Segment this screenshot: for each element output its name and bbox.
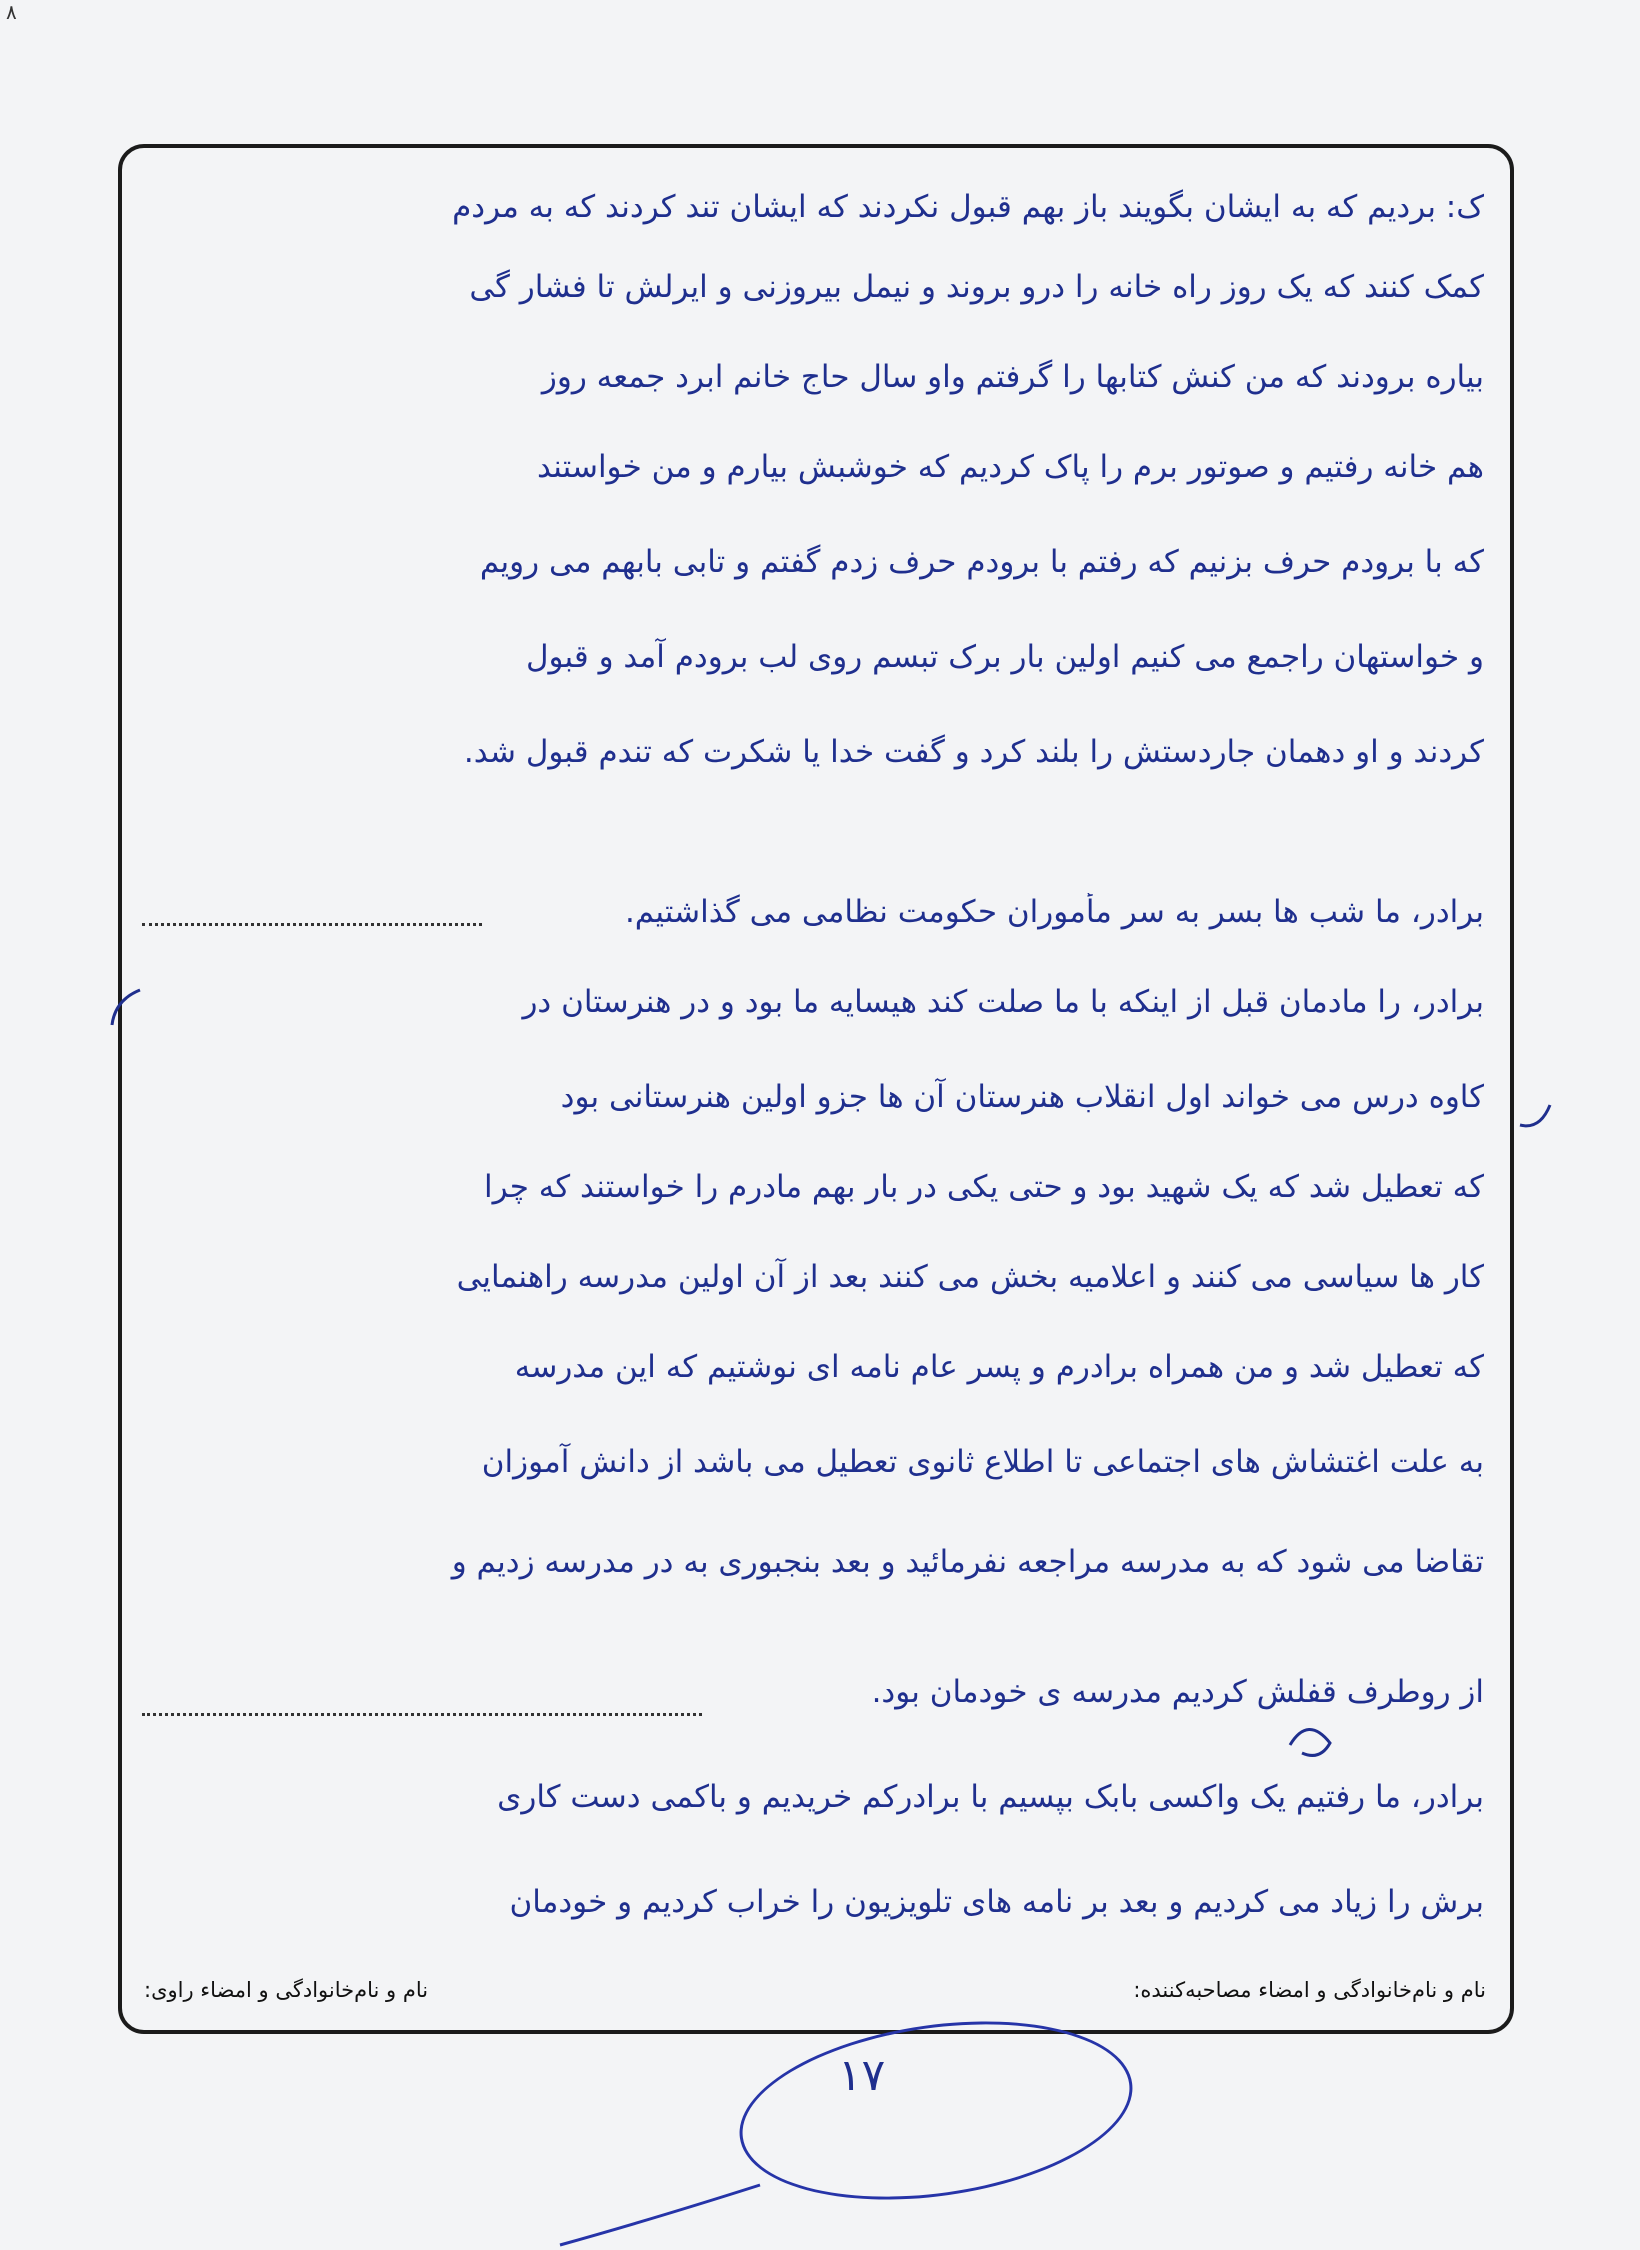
dotted-separator: [142, 923, 482, 926]
signature-row: [144, 1978, 1486, 2002]
handwritten-line: کردند و او دهمان جاردستش را بلند کرد و گفت خدا یا شکرت که تندم قبول شد.: [463, 734, 1484, 770]
dotted-separator: [142, 1713, 702, 1716]
handwritten-line: کار ها سیاسی می کنند و اعلامیه بخش می کنند بعد از آن اولین مدرسه راهنمایی: [456, 1259, 1484, 1295]
handwritten-line: که با برودم حرف بزنیم که رفتم با برودم حرف زدم گفتم و تابی بابهم می رویم: [479, 544, 1484, 580]
handwritten-line: برادر، را مادمان قبل از اینکه با ما صلت کند هیسایه ما بود و در هنرستان در: [522, 984, 1484, 1020]
handwritten-line: برادر، ما شب ها بسر به سر مأموران حکومت نظامی می گذاشتیم.: [624, 894, 1484, 930]
tail-stroke: [560, 2185, 760, 2245]
handwritten-line: ک: بردیم که به ایشان بگویند باز بهم قبول نکردند که ایشان تند کردند که به مردم: [452, 189, 1484, 225]
form-frame: [118, 144, 1514, 2034]
handwritten-line: کمک کنند که یک روز راه خانه را درو بروند و نیمل بیروزنی و ایرلش تا فشار گی: [469, 269, 1484, 305]
narrator-signature-label: نام و نام‌خانوادگی و امضاء راوی:: [144, 1978, 429, 2002]
handwritten-text-block: [122, 148, 1510, 2030]
handwritten-line: کاوه درس می خواند اول انقلاب هنرستان آن ها جزو اولین هنرستانی بود: [560, 1079, 1484, 1115]
handwritten-line: و خواستهان راجمع می کنیم اولین بار برک تبسم روی لب برودم آمد و قبول: [526, 639, 1484, 675]
margin-flourish: [1520, 1105, 1550, 1126]
handwritten-line: که تعطیل شد و من همراه برادرم و پسر عام نامه ای نوشتیم که این مدرسه: [514, 1349, 1484, 1385]
page-corner-mark: ٨: [6, 0, 17, 24]
handwritten-line: تقاضا می شود که به مدرسه مراجعه نفرمائید و بعد بنجبوری به در مدرسه زدیم و: [451, 1544, 1484, 1580]
page-number: ١٧: [838, 2050, 886, 2101]
handwritten-line: از روطرف قفلش کردیم مدرسه ی خودمان بود.: [871, 1674, 1484, 1710]
handwritten-line: هم خانه رفتیم و صوتور برم را پاک کردیم که خوشبش بیارم و من خواستند: [536, 449, 1484, 485]
handwritten-line: بیاره برودند که من کنش کتابها را گرفتم واو سال حاج خانم ابرد جمعه روز: [541, 359, 1484, 395]
interviewer-signature-label: نام و نام‌خانوادگی و امضاء مصاحبه‌کننده:: [1133, 1978, 1486, 2002]
handwritten-line: به علت اغتشاش های اجتماعی تا اطلاع ثانوی تعطیل می باشد از دانش آموزان: [481, 1444, 1484, 1480]
handwritten-line: برش را زیاد می کردیم و بعد بر نامه های تلویزیون را خراب کردیم و خودمان: [509, 1884, 1484, 1920]
handwritten-line: که تعطیل شد که یک شهید بود و حتی یکی در بار بهم مادرم را خواستند که چرا: [484, 1169, 1484, 1205]
handwritten-line: برادر، ما رفتیم یک واکسی بابک بپسیم با برادرکم خریدیم و باکمی دست کاری: [497, 1779, 1484, 1815]
